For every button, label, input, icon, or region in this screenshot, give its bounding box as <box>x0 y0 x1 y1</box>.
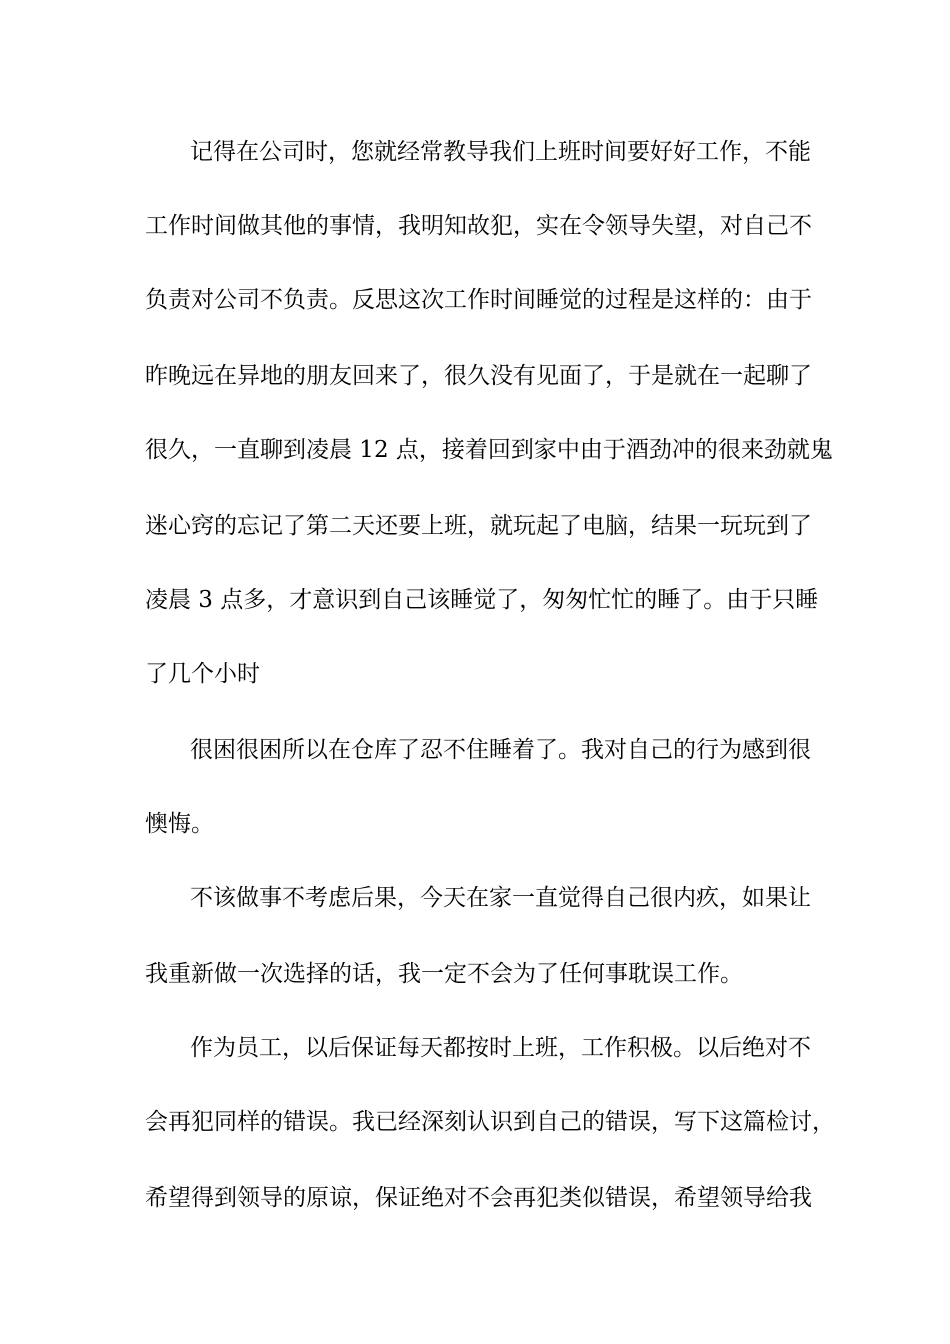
text-line: 了几个小时 <box>145 661 260 687</box>
text-line: 迷心窍的忘记了第二天还要上班，就玩起了电脑，结果一玩玩到了 <box>145 513 812 539</box>
text-line: 昨晚远在异地的朋友回来了，很久没有见面了，于是就在一起聊了 <box>145 363 812 389</box>
text-line: 希望得到领导的原谅，保证绝对不会再犯类似错误，希望领导给我 <box>145 1185 812 1211</box>
text-line: 记得在公司时，您就经常教导我们上班时间要好好工作，不能 <box>190 139 811 165</box>
text-line: 工作时间做其他的事情，我明知故犯，实在令领导失望，对自己不 <box>145 213 812 239</box>
text-line: 很困很困所以在仓库了忍不住睡着了。我对自己的行为感到很 <box>190 737 811 763</box>
text-line: 不该做事不考虑后果，今天在家一直觉得自己很内疚，如果让 <box>190 885 811 911</box>
text-line: 我重新做一次选择的话，我一定不会为了任何事耽误工作。 <box>145 961 743 987</box>
text-line: 作为员工，以后保证每天都按时上班，工作积极。以后绝对不 <box>190 1035 811 1061</box>
text-line: 负责对公司不负责。反思这次工作时间睡觉的过程是这样的：由于 <box>145 287 812 313</box>
text-line: 很久，一直聊到凌晨 12 点，接着回到家中由于酒劲冲的很来劲就鬼 <box>145 437 833 463</box>
text-line: 凌晨 3 点多，才意识到自己该睡觉了，匆匆忙忙的睡了。由于只睡 <box>145 587 819 613</box>
text-line: 会再犯同样的错误。我已经深刻认识到自己的错误，写下这篇检讨， <box>145 1109 835 1135</box>
text-line: 懊悔。 <box>145 811 214 837</box>
